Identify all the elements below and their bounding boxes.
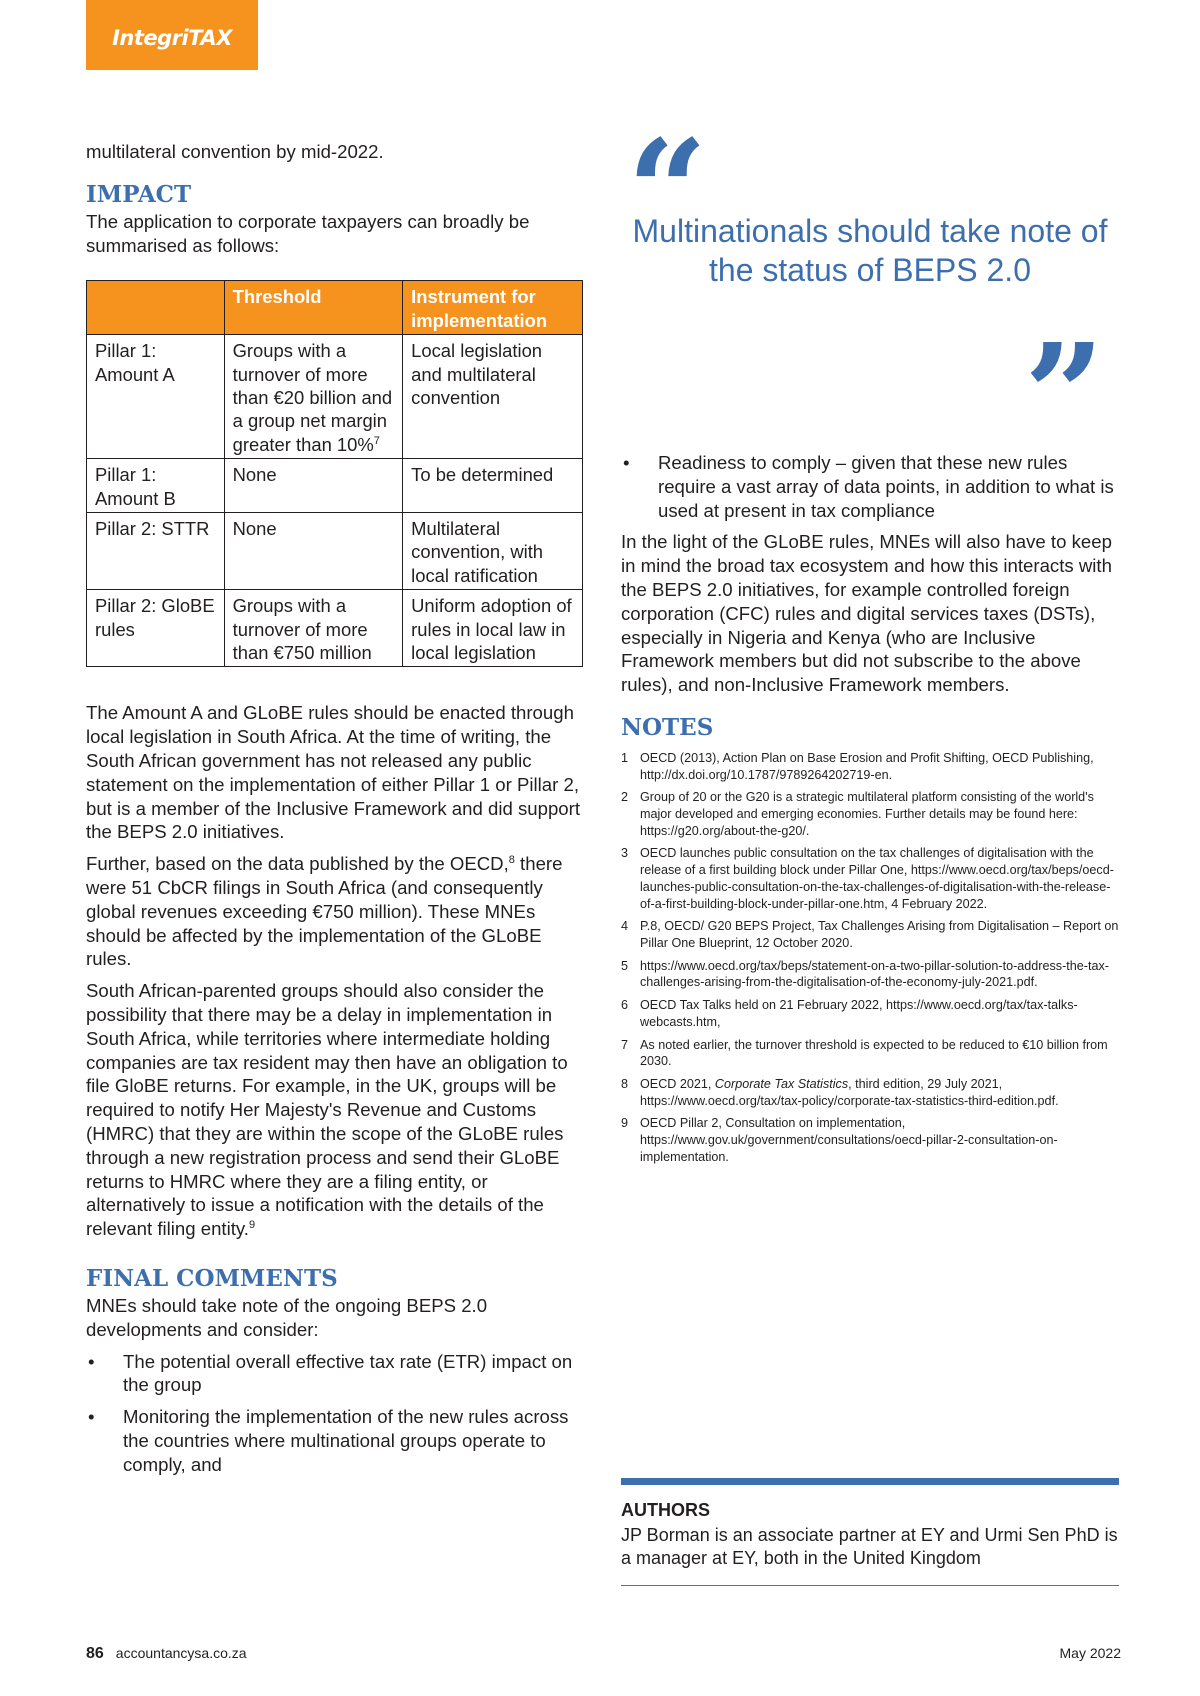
impact-text: The application to corporate taxpayers can broadly be summarised as follows: (86, 210, 530, 256)
left-column (86, 140, 586, 1477)
note-text: P.8, OECD/ G20 BEPS Project, Tax Challenges Arising from Digitalisation – Report on Pillar One Blueprint, 12 October 2020. (640, 919, 1119, 950)
paragraph-text: Further, based on the data published by the OECD, (86, 853, 509, 875)
list-item-text: Monitoring the implementation of the new rules across the countries where multinational groups operate to comply, and (123, 1406, 569, 1475)
body-paragraph (86, 852, 586, 971)
table-header-cell (87, 281, 225, 335)
note-number: 7 (621, 1037, 629, 1052)
note-text: Group of 20 or the G20 is a strategic multilateral platform consisting of the world's major developed and emerging economies. Further details may be found here: https://g20.org/about-the-g20/. (640, 790, 1094, 838)
note-item (621, 789, 1119, 839)
table-row (87, 459, 583, 513)
table-cell: Pillar 2: GloBE rules (87, 590, 225, 667)
table-cell (224, 335, 403, 459)
pull-quote (621, 110, 1119, 478)
body-paragraph: The Amount A and GLoBE rules should be enacted through local legislation in South Africa. At the time of writing, the South African government has not released any public statement on the implementation of either Pillar 1 or Pillar 2, but is a member of the Inclusive Framework and did support the BEPS 2.0 initiatives. (86, 702, 580, 843)
note-item (621, 958, 1119, 991)
table-cell: Pillar 2: STTR (87, 513, 225, 590)
page-number: 86 (86, 1645, 104, 1662)
integritax-logo (86, 0, 258, 70)
table-cell: Multilateral convention, with local ratification (403, 513, 583, 590)
right-column (621, 451, 1119, 1165)
note-item (621, 997, 1119, 1030)
authors-divider-bar (621, 1478, 1119, 1485)
intro-text: multilateral convention by mid-2022. (86, 141, 384, 162)
note-number: 4 (621, 919, 629, 934)
table-header-cell: Instrument for implementation (403, 281, 583, 335)
footnote-ref: 8 (508, 854, 515, 867)
final-comments-text: MNEs should take note of the ongoing BEPS 2.0 developments and consider: (86, 1295, 488, 1340)
authors-text: JP Borman is an associate partner at EY and Urmi Sen PhD is a manager at EY, both in the United Kingdom (621, 1525, 1118, 1568)
footer-left (86, 1644, 247, 1663)
impact-heading: IMPACT (86, 180, 192, 208)
note-item (621, 1037, 1119, 1070)
table-row (87, 513, 583, 590)
footnote-ref: 9 (248, 1219, 256, 1232)
note-item (621, 918, 1119, 951)
list-item (621, 451, 1119, 522)
table-cell: To be determined (403, 459, 583, 513)
note-number: 3 (621, 846, 629, 861)
note-number: 5 (621, 958, 629, 973)
note-number: 6 (621, 998, 629, 1013)
note-item (621, 750, 1119, 783)
note-text: https://www.oecd.org/tax/beps/statement-on-a-two-pillar-solution-to-address-the-tax-challenges-arising-from-the-digitalisation-of-the-economy-july-2021.pdf. (640, 958, 1109, 990)
footnote-ref: 7 (373, 434, 380, 447)
issue-date: May 2022 (1059, 1645, 1121, 1661)
note-text-italic: Corporate Tax Statistics (714, 1076, 849, 1091)
bullet-marker: • (88, 1350, 95, 1372)
note-item (621, 845, 1119, 912)
note-text: OECD (2013), Action Plan on Base Erosion and Profit Shifting, OECD Publishing, http://dx.doi.org/10.1787/9789264202719-en. (640, 750, 1094, 782)
note-text: OECD launches public consultation on the tax challenges of digitalisation with the release of a first building block under Pillar One, https://www.oecd.org/tax/beps/oecd-launches-public-consultation-on-the-tax-challenges-of-digitalisation-with-the-release-of-a-first-building-block-under-pillar-one.htm, 4 February 2022. (640, 846, 1114, 911)
final-comments-list (86, 1350, 586, 1477)
pillar-table (86, 280, 583, 667)
site-link[interactable]: accountancysa.co.za (115, 1645, 247, 1661)
table-row (87, 590, 583, 667)
close-quote-icon: ” (1024, 314, 1105, 478)
note-number: 8 (621, 1076, 629, 1091)
note-number: 9 (621, 1116, 629, 1131)
open-quote-icon: “ (627, 110, 708, 274)
authors-divider-line (621, 1585, 1119, 1586)
body-paragraph (86, 979, 586, 1241)
final-comments-heading: FINAL COMMENTS (86, 1265, 338, 1293)
note-text: OECD Tax Talks held on 21 February 2022, https://www.oecd.org/tax/tax-talks-webcasts.htm, (640, 998, 1078, 1029)
table-cell: Pillar 1: Amount B (87, 459, 225, 513)
paragraph-text: there were 51 CbCR filings in South Africa (and consequently global revenues exceeding €750 million). These MNEs should be affected by the implementation of the GLoBE rules. (86, 853, 563, 970)
table-cell: None (224, 459, 403, 513)
table-header-cell: Threshold (224, 281, 403, 335)
note-number: 2 (621, 790, 629, 805)
list-item-text: The potential overall effective tax rate (ETR) impact on the group (123, 1350, 573, 1396)
note-text-post: , third edition, 29 July 2021, https://www.oecd.org/tax/tax-policy/corporate-tax-statistics-third-edition.pdf. (640, 1076, 1059, 1108)
note-text-pre: OECD 2021, (640, 1076, 715, 1091)
notes-list (621, 750, 1119, 1165)
table-cell: Pillar 1: Amount A (87, 335, 225, 459)
note-text: As noted earlier, the turnover threshold is expected to be reduced to €10 billion from 2030. (640, 1037, 1108, 1069)
logo-text: IntegriTAX (112, 26, 232, 50)
bullet-marker: • (623, 452, 630, 473)
cell-text: Groups with a turnover of more than €20 billion and a group net margin greater than 10% (232, 340, 393, 455)
body-paragraph: In the light of the GLoBE rules, MNEs will also have to keep in mind the broad tax ecosystem and how this interacts with the BEPS 2.0 initiatives, for example controlled foreign corporation (CFC) rules and digital services taxes (DSTs), especially in Nigeria and Kenya (who are Inclusive Framework members but did not subscribe to the above rules), and non-Inclusive Framework members. (621, 531, 1112, 696)
list-item (86, 1350, 586, 1398)
note-number: 1 (621, 750, 629, 765)
note-item (621, 1076, 1119, 1109)
table-cell: Uniform adoption of rules in local law in local legislation (403, 590, 583, 667)
notes-heading: NOTES (621, 713, 714, 741)
table-row (87, 335, 583, 459)
table-cell: Groups with a turnover of more than €750 million (224, 590, 403, 667)
list-item (86, 1405, 586, 1476)
table-cell: None (224, 513, 403, 590)
readiness-list (621, 451, 1119, 522)
paragraph-text: South African-parented groups should also consider the possibility that there may be a delay in implementation in South Africa, while territories where intermediate holding companies are tax resident may then have an obligation to file GloBE returns. For example, in the UK, groups will be required to notify Her Majesty's Revenue and Customs (HMRC) that they are within the scope of the GLoBE rules through a new registration process and send their GLoBE returns to HMRC where they are a filing entity, or alternatively to issue a notification with the details of the relevant filing entity. (86, 980, 568, 1240)
authors-heading: AUTHORS (621, 1500, 710, 1520)
pull-quote-text: Multinationals should take note of the status of BEPS 2.0 (632, 213, 1108, 288)
note-text: OECD Pillar 2, Consultation on implementation, https://www.gov.uk/government/consultations/oecd-pillar-2-consultation-on-implementation. (640, 1116, 1058, 1164)
note-item (621, 1115, 1119, 1165)
table-header-row (87, 281, 583, 335)
list-item-text: Readiness to comply – given that these new rules require a vast array of data points, in addition to what is used at present in tax compliance (658, 452, 1114, 521)
table-cell: Local legislation and multilateral convention (403, 335, 583, 459)
bullet-marker: • (88, 1406, 95, 1428)
